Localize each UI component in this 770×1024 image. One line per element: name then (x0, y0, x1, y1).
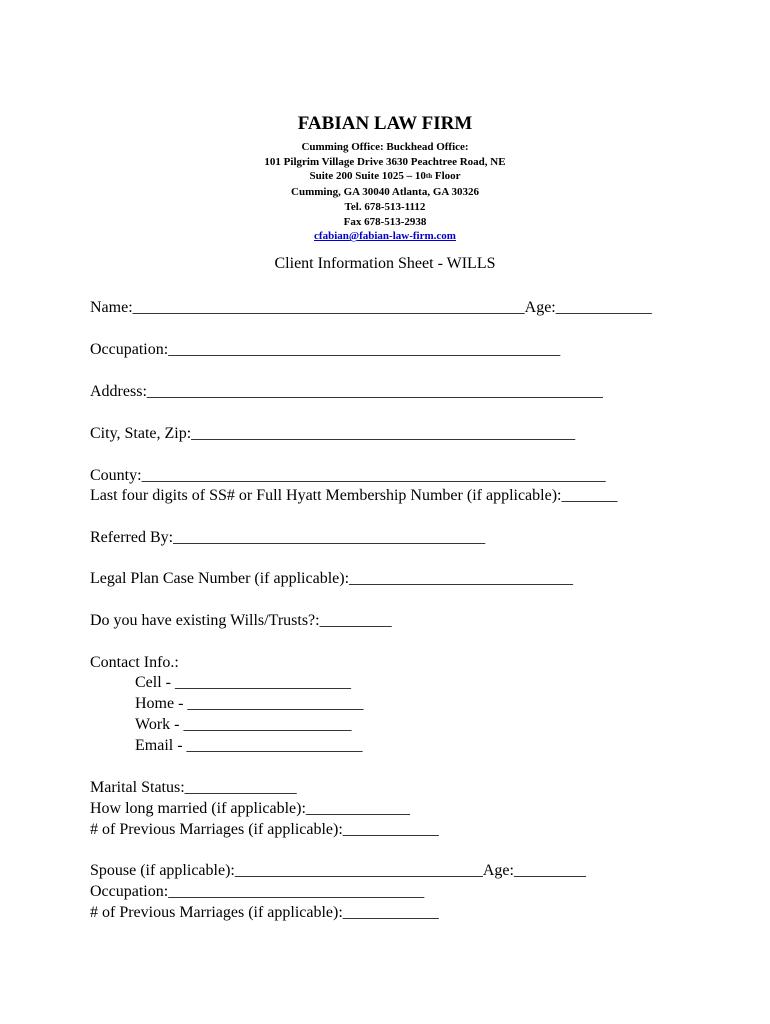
email-field[interactable]: Email - ______________________ (135, 737, 363, 754)
spouse-previous-marriages-field[interactable]: # of Previous Marriages (if applicable):____________ (90, 904, 439, 921)
previous-marriages-field[interactable]: # of Previous Marriages (if applicable):____________ (90, 821, 439, 838)
how-long-married-field[interactable]: How long married (if applicable):_____________ (90, 800, 410, 817)
floor-ordinal-suffix: th (425, 172, 433, 181)
letterhead (0, 112, 770, 244)
cell-field[interactable]: Cell - ______________________ (135, 674, 351, 691)
firm-name: FABIAN LAW FIRM (297, 113, 473, 134)
existing-wills-field[interactable]: Do you have existing Wills/Trusts?:_________ (90, 612, 392, 629)
suite-text: Suite 200 Suite 1025 – 10 (309, 170, 426, 183)
city-state-zip-field[interactable]: City, State, Zip:________________________________________________ (90, 425, 576, 442)
office-address-line: 101 Pilgrim Village Drive 3630 Peachtree Road, NE (264, 155, 506, 168)
sheet-title: Client Information Sheet - WILLS (274, 255, 496, 272)
spouse-age-field[interactable]: Spouse (if applicable):_______________________________Age:_________ (90, 862, 586, 879)
marital-status-field[interactable]: Marital Status:______________ (90, 779, 297, 796)
address-field[interactable]: Address:_________________________________________________________ (90, 383, 603, 400)
telephone-line: Tel. 678-513-1112 (344, 200, 426, 213)
home-field[interactable]: Home - ______________________ (135, 695, 364, 712)
spouse-occupation-field[interactable]: Occupation:________________________________ (90, 883, 425, 900)
floor-text: Floor (432, 170, 461, 183)
offices-line: Cumming Office: Buckhead Office: (301, 141, 469, 153)
referred-by-field[interactable]: Referred By:_______________________________________ (90, 529, 486, 546)
fax-line: Fax 678-513-2938 (343, 215, 427, 228)
email-link[interactable]: cfabian@fabian-law-firm.com (314, 230, 456, 243)
office-suite-line (0, 169, 770, 185)
email-line (0, 229, 770, 244)
name-age-field[interactable]: Name:_________________________________________________Age:____________ (90, 299, 652, 316)
legal-plan-field[interactable]: Legal Plan Case Number (if applicable):____________________________ (90, 570, 574, 587)
occupation-field[interactable]: Occupation:_________________________________________________ (90, 341, 561, 358)
work-field[interactable]: Work - _____________________ (135, 716, 352, 733)
county-field[interactable]: County:__________________________________________________________ (90, 467, 606, 484)
office-city-line: Cumming, GA 30040 Atlanta, GA 30326 (291, 186, 479, 199)
ss-or-hyatt-field[interactable]: Last four digits of SS# or Full Hyatt Membership Number (if applicable):_______ (90, 487, 618, 504)
contact-info-label: Contact Info.: (90, 654, 179, 671)
